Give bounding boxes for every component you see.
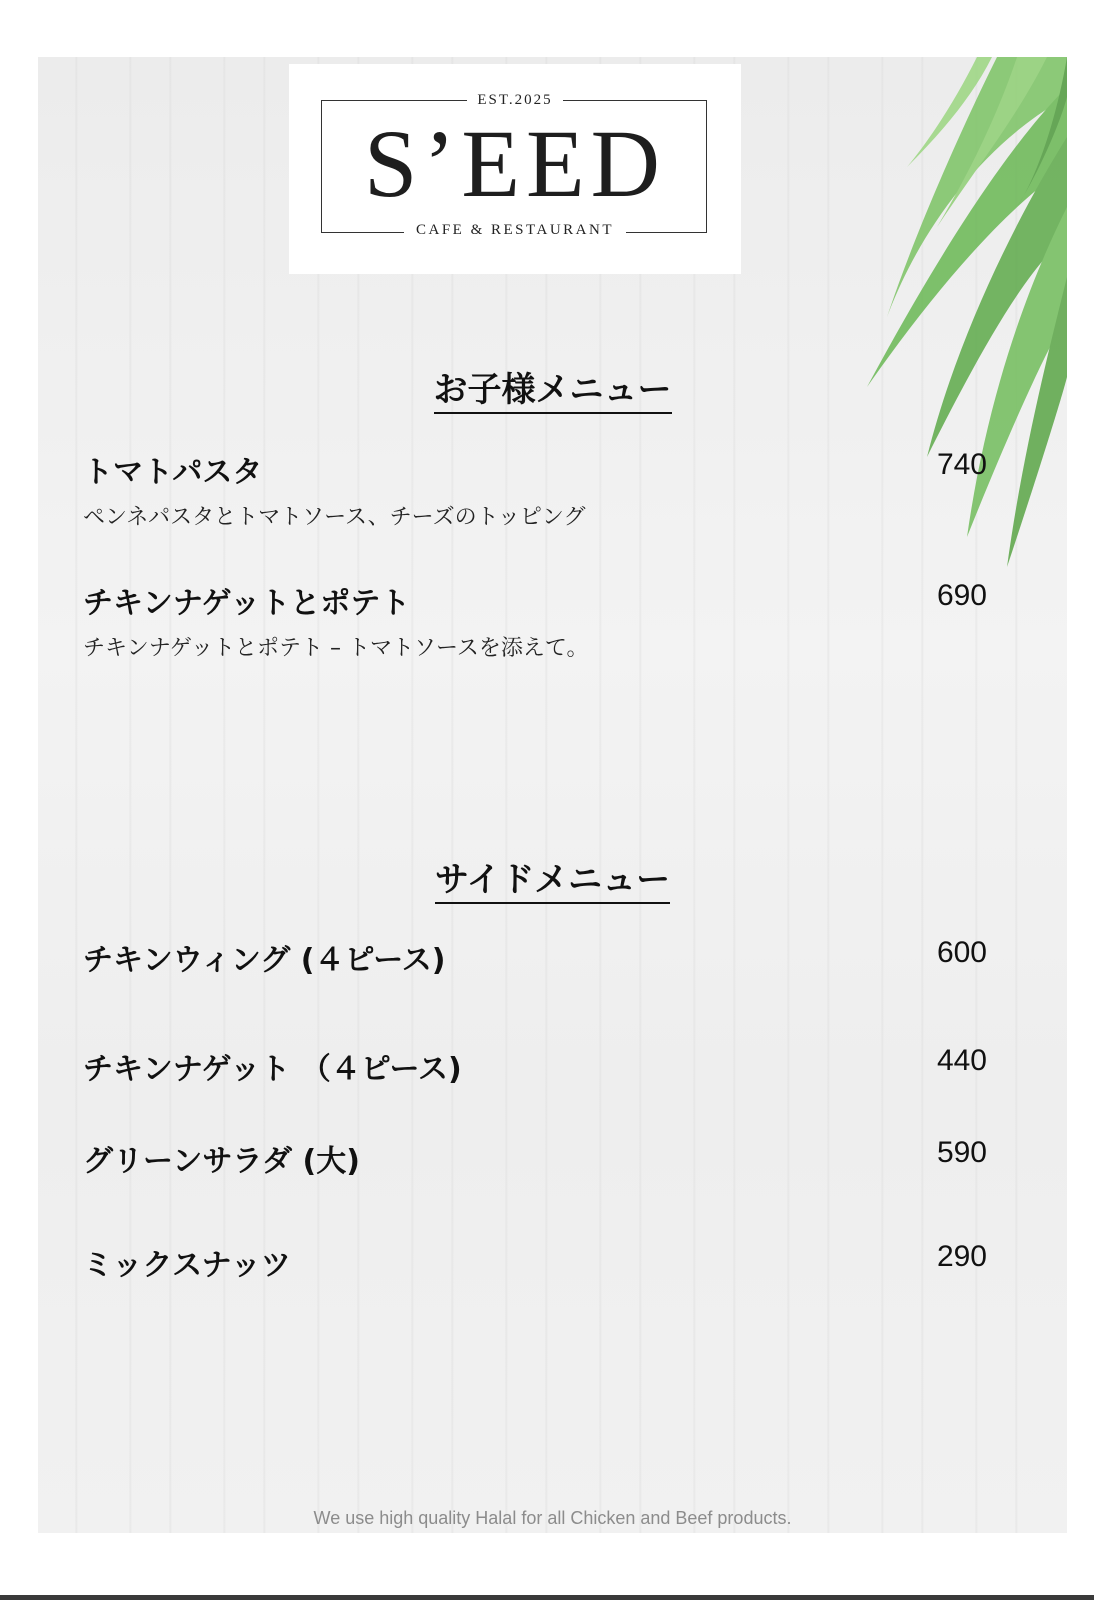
menu-item-price: 590 (936, 1136, 987, 1169)
side-menu-title: サイドメニュー (38, 852, 1067, 901)
menu-item-description: チキンナゲットとポテト – トマトソースを添えて。 (83, 636, 589, 661)
menu-item-price: 440 (936, 1044, 987, 1077)
menu-item-name: チキンウィング (４ピース) (83, 943, 446, 978)
menu-item-description: ペンネパスタとトマトソース、チーズのトッピング (83, 505, 586, 530)
menu-item-name: チキンナゲットとポテト (83, 586, 411, 621)
logo-name: S’EED (364, 110, 666, 217)
menu-item-price: 290 (936, 1240, 987, 1273)
menu-item-price: 740 (936, 448, 987, 481)
menu-item-price: 690 (936, 579, 987, 612)
menu-item-name: グリーンサラダ (大) (83, 1144, 360, 1179)
wood-background (38, 57, 1067, 1533)
leaves-decoration (767, 57, 1067, 577)
logo (289, 64, 741, 274)
menu-item-name: ミックスナッツ (83, 1248, 291, 1283)
menu-item-price: 600 (936, 936, 987, 969)
bottom-divider (0, 1595, 1094, 1600)
logo-est-text: EST.2025 (467, 92, 562, 108)
kids-menu-title: お子様メニュー (38, 362, 1067, 411)
logo-subtitle: CAFE & RESTAURANT (404, 222, 626, 238)
halal-note: We use high quality Halal for all Chicken and Beef products. (313, 1508, 792, 1528)
menu-item-name: チキンナゲット （４ピース) (83, 1052, 462, 1087)
menu-item-name: トマトパスタ (83, 455, 263, 490)
